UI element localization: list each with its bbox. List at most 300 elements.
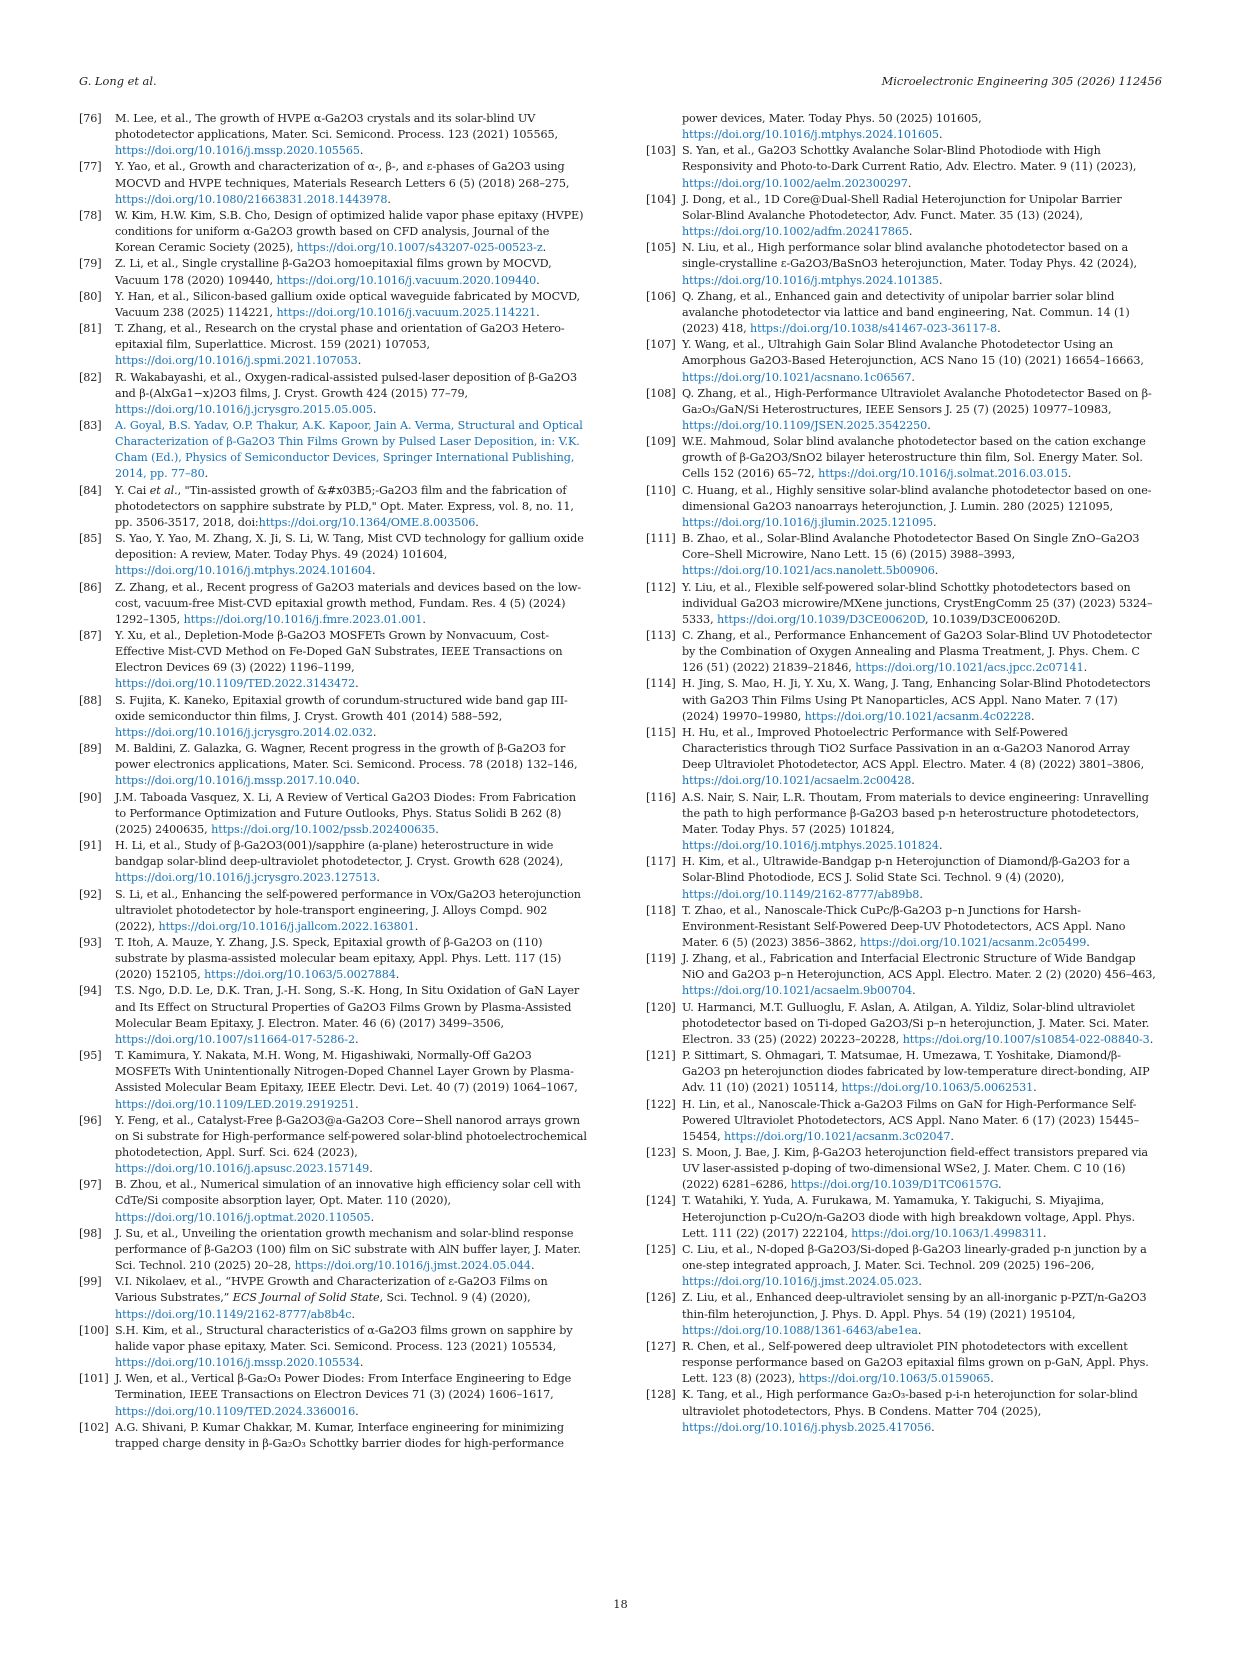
reference-segment: . bbox=[204, 467, 209, 481]
reference-entry bbox=[646, 143, 1156, 191]
reference-segment: . bbox=[997, 1178, 1002, 1192]
doi-link[interactable]: https://doi.org/10.1364/OME.8.003506 bbox=[258, 515, 476, 529]
reference-number: [89] bbox=[79, 742, 102, 756]
reference-entry bbox=[646, 903, 1156, 951]
reference-segment: C. Huang, et al., Highly sensitive solar-blind avalanche photodetector based on one-dimensional Ga2O3 nanoarrays heterojunction, J. Lumin. 280 (2025) 121095, bbox=[682, 483, 1152, 513]
doi-link[interactable]: https://doi.org/10.1149/2162-8777/ab8b4c bbox=[115, 1307, 352, 1321]
reference-number: [82] bbox=[79, 370, 102, 384]
reference-text bbox=[115, 693, 589, 741]
reference-text bbox=[115, 628, 589, 693]
reference-number: [120] bbox=[646, 1000, 676, 1014]
doi-link[interactable]: https://doi.org/10.1016/j.jcrysgro.2023.127513 bbox=[115, 871, 377, 885]
reference-segment: . bbox=[911, 370, 915, 384]
reference-text bbox=[115, 1048, 589, 1113]
reference-entry bbox=[79, 838, 589, 886]
reference-segment: . bbox=[372, 725, 377, 739]
reference-segment: B. Zhou, et al., Numerical simulation of an innovative high efficiency solar cell with CdTe/Si composite absorption layer, Opt. Mater. 110 (2020), bbox=[115, 1178, 581, 1208]
reference-segment: Y. Xu, et al., Depletion-Mode β-Ga2O3 MOSFETs Grown by Nonvacuum, Cost-Effective Mist-CVD Method on Fe-Doped GaN Substrates, IEEE Transactions on Electron Devices 69 (3) (2022) 1196–1199, bbox=[115, 629, 563, 675]
reference-segment: . bbox=[950, 1129, 954, 1143]
reference-text bbox=[682, 1387, 1156, 1435]
reference-segment: T. Kamimura, Y. Nakata, M.H. Wong, M. Higashiwaki, Normally-Off Ga2O3 MOSFETs With Unintentionally Nitrogen-Doped Channel Layer Grown by Plasma-Assisted Molecular Beam Epitaxy, IEEE Electr. Devi. Let. 40 (7) (2019) 1064–1067, bbox=[115, 1049, 578, 1095]
reference-segment: . bbox=[370, 1210, 375, 1224]
reference-entry bbox=[646, 790, 1156, 855]
doi-link[interactable]: https://doi.org/10.1021/acsaelm.2c00428 bbox=[682, 774, 912, 788]
doi-link[interactable]: https://doi.org/10.1021/acs.nanolett.5b00906 bbox=[682, 564, 935, 578]
reference-segment: R. Chen, et al., Self-powered deep ultraviolet PIN photodetectors with excellent response performance based on Ga2O3 epitaxial films grown on p-GaN, Appl. Phys. Lett. 123 (8) (2023), bbox=[682, 1339, 1149, 1386]
reference-number: [99] bbox=[79, 1275, 102, 1289]
reference-segment: . bbox=[351, 1307, 355, 1321]
reference-segment: Y. Wang, et al., Ultrahigh Gain Solar Blind Avalanche Photodetector Using an Amorphous Ga2O3-Based Heterojunction, ACS Nano 15 (10) (2021) 16654–16663, bbox=[682, 338, 1144, 368]
reference-segment: . bbox=[938, 273, 943, 287]
reference-number: [78] bbox=[79, 208, 102, 222]
doi-link[interactable]: https://doi.org/10.1016/j.apsusc.2023.157149 bbox=[115, 1162, 370, 1176]
reference-number: [91] bbox=[79, 839, 102, 853]
reference-text bbox=[682, 1145, 1156, 1193]
doi-link[interactable]: https://doi.org/10.1149/2162-8777/ab89b8 bbox=[682, 887, 920, 901]
reference-segment: R. Wakabayashi, et al., Oxygen-radical-assisted pulsed-laser deposition of β-Ga2O3 and β-(AlxGa1−x)2O3 films, J. Cryst. Growth 424 (2015) 77–79, bbox=[115, 370, 577, 400]
reference-segment: . bbox=[355, 1404, 359, 1418]
reference-entry bbox=[646, 1145, 1156, 1193]
reference-text bbox=[682, 580, 1156, 628]
doi-link[interactable]: https://doi.org/10.1063/5.0027884 bbox=[204, 968, 396, 982]
reference-entry bbox=[646, 951, 1156, 999]
reference-entry bbox=[79, 1420, 589, 1452]
reference-text bbox=[115, 256, 589, 288]
reference-number: [107] bbox=[646, 338, 676, 352]
reference-segment: J.M. Taboada Vasquez, X. Li, A Review of Vertical Ga2O3 Diodes: From Fabrication to Performance Optimization and Future Outlooks, Phys. Status Solidi B 262 (8) (2025) 2400635, bbox=[115, 790, 576, 836]
reference-text bbox=[682, 143, 1156, 191]
reference-segment: W.E. Mahmoud, Solar blind avalanche photodetector based on the cation exchange growth of β-Ga2O3/SnO2 bilayer heterostructure thin film, Sol. Energy Mater. Sol. Cells 152 (2016) 65–72, bbox=[682, 435, 1146, 481]
doi-link[interactable]: https://doi.org/10.1021/acs.jpcc.2c07141 bbox=[855, 661, 1084, 675]
reference-segment: H. Lin, et al., Nanoscale-Thick a-Ga2O3 Films on GaN for High-Performance Self-Powered Ultraviolet Photodetectors, ACS Appl. Nano Mater. 6 (17) (2023) 15445–15454, bbox=[682, 1097, 1140, 1143]
doi-link[interactable]: https://doi.org/10.1007/s10854-022-08840-3 bbox=[902, 1032, 1150, 1046]
doi-link[interactable]: https://doi.org/10.1016/j.jlumin.2025.121095 bbox=[682, 515, 934, 529]
reference-segment: H. Hu, et al., Improved Photoelectric Performance with Self-Powered Characteristics through TiO2 Surface Passivation in an α-Ga2O3 Nanorod Array Deep Ultraviolet Photodetector, ACS Appl. Electro. Mater. 4 (8) (2022) 3801–3806, bbox=[682, 725, 1145, 772]
reference-segment: M. Baldini, Z. Galazka, G. Wagner, Recent progress in the growth of β-Ga2O3 for power electronics applications, Mater. Sci. Semicond. Process. 78 (2018) 132–146, bbox=[115, 742, 578, 772]
doi-link[interactable]: https://doi.org/10.1063/1.4998311 bbox=[851, 1226, 1043, 1240]
reference-number: [102] bbox=[79, 1420, 109, 1434]
reference-entry bbox=[79, 580, 589, 628]
doi-link[interactable]: https://doi.org/10.1021/acsanm.3c02047 bbox=[724, 1129, 951, 1143]
doi-link[interactable]: https://doi.org/10.1007/s43207-025-00523-z bbox=[296, 241, 543, 255]
reference-segment: S. Fujita, K. Kaneko, Epitaxial growth of corundum-structured wide band gap III-oxide semiconductor thin films, J. Cryst. Growth 401 (2014) 588–592, bbox=[115, 693, 568, 723]
reference-entry bbox=[79, 321, 589, 369]
doi-link[interactable]: https://doi.org/10.1109/TED.2024.3360016 bbox=[115, 1404, 356, 1418]
reference-number: [95] bbox=[79, 1049, 102, 1063]
reference-number: [86] bbox=[79, 580, 102, 594]
doi-link[interactable]: https://doi.org/10.1016/j.jcrysgro.2015.05.005 bbox=[115, 402, 373, 416]
reference-text bbox=[115, 790, 589, 838]
doi-link[interactable]: https://doi.org/10.1016/j.jcrysgro.2014.02.032 bbox=[115, 725, 373, 739]
reference-text bbox=[682, 1193, 1156, 1241]
reference-number: [118] bbox=[646, 903, 676, 917]
reference-segment: . bbox=[359, 144, 364, 158]
reference-segment: . bbox=[355, 677, 359, 691]
doi-link[interactable]: https://doi.org/10.1109/TED.2022.3143472 bbox=[115, 677, 356, 691]
reference-entry bbox=[646, 1339, 1156, 1387]
reference-segment: , "Tin-assisted growth of &#x03B5;-Ga2O3 film and the fabrication of photodetectors on sapphire substrate by PLD," Opt. Mater. Express, vol. 8, no. 11, pp. 3506-3517, 2018, doi: bbox=[115, 483, 574, 529]
reference-segment: . bbox=[395, 968, 400, 982]
reference-entry bbox=[79, 256, 589, 288]
reference-segment: Q. Zhang, et al., High-Performance Ultraviolet Avalanche Photodetector Based on β-Ga₂O₃/GaN/Si Heterostructures, IEEE Sensors J. 25 (7) (2025) 10977–10983, bbox=[682, 386, 1152, 416]
reference-column-right bbox=[646, 111, 1156, 1436]
reference-segment: . bbox=[376, 871, 380, 885]
reference-number: [125] bbox=[646, 1242, 676, 1256]
reference-segment: Y. Han, et al., Silicon-based gallium oxide optical waveguide fabricated by MOCVD, Vacuum 238 (2025) 114221, bbox=[115, 289, 580, 319]
reference-number: [97] bbox=[79, 1178, 102, 1192]
reference-text bbox=[682, 483, 1156, 531]
reference-text bbox=[115, 370, 589, 418]
doi-link[interactable]: https://doi.org/10.1002/aelm.202300297 bbox=[682, 176, 908, 190]
reference-text bbox=[115, 289, 589, 321]
reference-segment: M. Lee, et al., The growth of HVPE α-Ga2O3 crystals and its solar-blind UV photodetector applications, Mater. Sci. Semicond. Process. 123 (2021) 105565, bbox=[115, 112, 558, 142]
reference-segment: H. Jing, S. Mao, H. Ji, Y. Xu, X. Wang, J. Tang, Enhancing Solar-Blind Photodetectors with Ga2O3 Thin Films Using Pt Nanoparticles, ACS Appl. Nano Mater. 7 (17) (2024) 19970–19980, bbox=[682, 677, 1151, 723]
doi-link[interactable]: https://doi.org/10.1016/j.jmst.2024.05.023 bbox=[682, 1275, 919, 1289]
reference-entry bbox=[79, 1274, 589, 1322]
reference-segment: . bbox=[917, 1323, 922, 1337]
reference-number: [122] bbox=[646, 1097, 676, 1111]
reference-segment: . bbox=[1033, 1081, 1037, 1095]
reference-segment: . bbox=[1086, 935, 1090, 949]
reference-segment: S. Yao, Y. Yao, M. Zhang, X. Ji, S. Li, W. Tang, Mist CVD technology for gallium oxide deposition: A review, Mater. Today Phys. 49 (2024) 101604, bbox=[115, 532, 584, 562]
reference-text bbox=[682, 434, 1156, 482]
reference-segment: Y. Liu, et al., Flexible self-powered solar-blind Schottky photodetectors based on individual Ga2O3 microwire/MXene junctions, CrystEngComm 25 (37) (2023) 5324–5333, bbox=[682, 580, 1153, 626]
running-header bbox=[79, 74, 1162, 92]
reference-entry bbox=[646, 192, 1156, 240]
reference-text bbox=[682, 903, 1156, 951]
reference-number: [80] bbox=[79, 289, 102, 303]
reference-segment: T.S. Ngo, D.D. Le, D.K. Tran, J.-H. Song, S.-K. Hong, In Situ Oxidation of GaN Layer and Its Effect on Structural Properties of Ga2O3 Films Grown by Plasma-Assisted Molecular Beam Epitaxy, J. Electron. Mater. 46 (6) (2017) 3499–3506, bbox=[115, 984, 580, 1030]
reference-entry bbox=[79, 983, 589, 1048]
reference-entry bbox=[646, 1097, 1156, 1145]
reference-text bbox=[115, 1323, 589, 1371]
reference-number: [115] bbox=[646, 725, 676, 739]
reference-text bbox=[115, 418, 589, 483]
doi-link[interactable]: https://doi.org/10.1063/5.0062531 bbox=[841, 1081, 1034, 1095]
reference-text bbox=[682, 676, 1156, 724]
reference-number: [87] bbox=[79, 629, 102, 642]
reference-segment: Y. Feng, et al., Catalyst-Free β-Ga2O3@a-Ga2O3 Core−Shell nanorod arrays grown on Si substrate for High-performance self-powered solar-blind photoelectrochemical photodetection, Appl. Surf. Sci. 624 (2023), bbox=[115, 1113, 587, 1159]
reference-text bbox=[115, 1274, 589, 1322]
doi-link[interactable]: https://doi.org/10.1016/j.optmat.2020.110505 bbox=[115, 1210, 371, 1224]
reference-segment: Y. Yao, et al., Growth and characterization of α-, β-, and ε-phases of Ga2O3 using MOCVD and HVPE techniques, Materials Research Letters 6 (5) (2018) 268–275, bbox=[115, 160, 570, 190]
reference-segment: . bbox=[475, 515, 479, 529]
reference-text bbox=[682, 790, 1156, 855]
reference-text bbox=[682, 1048, 1156, 1096]
reference-segment: S.H. Kim, et al., Structural characteristics of α-Ga2O3 films grown on sapphire by halide vapor phase epitaxy, Mater. Sci. Semicond. Process. 123 (2021) 105534, bbox=[115, 1323, 573, 1353]
reference-number: [76] bbox=[79, 112, 102, 125]
doi-link[interactable]: https://doi.org/10.1021/acsanm.4c02228 bbox=[804, 709, 1032, 723]
reference-entry bbox=[79, 790, 589, 838]
reference-text bbox=[682, 725, 1156, 790]
reference-number: [105] bbox=[646, 241, 676, 255]
reference-segment: N. Liu, et al., High performance solar blind avalanche photodetector based on a single-crystalline ε-Ga2O3/BaSnO3 heterojunction, Mater. Today Phys. 42 (2024), bbox=[682, 241, 1137, 271]
doi-link[interactable]: https://doi.org/10.1109/JSEN.2025.3542250 bbox=[682, 418, 928, 432]
doi-link[interactable]: https://doi.org/10.1039/D1TC06157G bbox=[790, 1178, 998, 1192]
reference-segment: . bbox=[1067, 467, 1072, 481]
doi-link[interactable]: https://doi.org/10.1016/j.mtphys.2024.101385 bbox=[682, 273, 939, 287]
reference-number: [103] bbox=[646, 144, 676, 158]
reference-number: [123] bbox=[646, 1146, 676, 1159]
reference-entry bbox=[646, 434, 1156, 482]
reference-number: [92] bbox=[79, 887, 102, 901]
reference-segment: S. Moon, J. Bae, J. Kim, β-Ga2O3 heterojunction field-effect transistors prepared via UV laser-assisted p-doping of two-dimensional WSe2, J. Mater. Chem. C 10 (16) (2022) 6281–6286, bbox=[682, 1146, 1148, 1192]
reference-number: [100] bbox=[79, 1323, 109, 1337]
doi-link[interactable]: https://doi.org/10.1016/j.jallcom.2022.163801 bbox=[158, 919, 415, 933]
reference-number: [110] bbox=[646, 483, 676, 497]
reference-entry bbox=[646, 531, 1156, 579]
reference-text bbox=[115, 531, 589, 579]
doi-link[interactable]: A. Goyal, B.S. Yadav, O.P. Thakur, A.K. Kapoor, Jain A. Verma, Structural and Optical Characterization of β-Ga2O3 Thin Films Grown by Pulsed Laser Deposition, in: V.K. Cham (Ed.), Physics of Semiconductor Devices, Springer International Publishing, 2014, pp. 77–80 bbox=[115, 418, 583, 481]
reference-segment: . bbox=[372, 402, 377, 416]
reference-entry bbox=[79, 111, 589, 159]
reference-segment: . bbox=[912, 984, 916, 998]
reference-entry bbox=[79, 208, 589, 256]
reference-segment: Q. Zhang, et al., Enhanced gain and detectivity of unipolar barrier solar blind avalanche photodetector via lattice and band engineering, Nat. Commun. 14 (1) (2023) 418, bbox=[682, 289, 1130, 336]
reference-entry bbox=[646, 483, 1156, 531]
doi-link[interactable]: https://doi.org/10.1021/acsanm.2c05499 bbox=[859, 935, 1087, 949]
reference-segment: . bbox=[435, 822, 439, 836]
doi-link[interactable]: https://doi.org/10.1016/j.mtphys.2025.101824 bbox=[682, 839, 939, 853]
reference-segment: A.S. Nair, S. Nair, L.R. Thoutam, From materials to device engineering: Unravelling the path to high performance β-Ga2O3 based p-n heterostructure photodetectors, Mater. Today Phys. 57 (2025) 101824, bbox=[682, 790, 1149, 836]
reference-segment: J. Su, et al., Unveiling the orientation growth mechanism and solar-blind response performance of β-Ga2O3 (100) film on SiC substrate with AlN buffer layer, J. Mater. Sci. Technol. 210 (2025) 20–28, bbox=[115, 1226, 581, 1273]
reference-segment: C. Liu, et al., N-doped β-Ga2O3/Si-doped β-Ga2O3 linearly-graded p-n junction by a one-step integrated approach, J. Mater. Sci. Technol. 209 (2025) 196–206, bbox=[682, 1242, 1147, 1273]
reference-segment: . bbox=[359, 1356, 364, 1370]
reference-segment: , Sci. Technol. 9 (4) (2020), bbox=[379, 1291, 531, 1305]
reference-text bbox=[682, 951, 1156, 999]
reference-segment: . bbox=[422, 612, 426, 626]
reference-segment: . bbox=[369, 1162, 373, 1176]
doi-link[interactable]: https://doi.org/10.1080/21663831.2018.1443978 bbox=[115, 192, 388, 206]
reference-text bbox=[682, 1290, 1156, 1338]
reference-segment: . bbox=[355, 1032, 359, 1046]
reference-text bbox=[682, 1097, 1156, 1145]
reference-segment: . bbox=[371, 564, 376, 578]
reference-entry bbox=[646, 1193, 1156, 1241]
reference-text bbox=[115, 483, 589, 531]
reference-entry bbox=[79, 1371, 589, 1419]
doi-link[interactable]: https://doi.org/10.1016/j.mtphys.2024.101605 bbox=[682, 128, 939, 142]
reference-entry bbox=[646, 337, 1156, 385]
reference-segment: . bbox=[938, 128, 943, 142]
doi-link[interactable]: https://doi.org/10.1016/j.solmat.2016.03.015 bbox=[818, 467, 1068, 481]
reference-text bbox=[115, 1113, 589, 1178]
reference-entry bbox=[79, 1048, 589, 1113]
reference-segment: . bbox=[530, 1259, 535, 1273]
reference-segment: T. Zhao, et al., Nanoscale-Thick CuPc/β-Ga2O3 p–n Junctions for Harsh-Environment-Resistant Self-Powered Deep-UV Photodetectors, ACS Appl. Nano Mater. 6 (5) (2023) 3856–3862, bbox=[682, 903, 1126, 949]
reference-text bbox=[115, 1420, 589, 1452]
doi-link[interactable]: https://doi.org/10.1016/j.mssp.2020.105534 bbox=[115, 1356, 360, 1370]
doi-link[interactable]: https://doi.org/10.1038/s41467-023-36117-8 bbox=[750, 322, 998, 336]
reference-segment: T. Zhang, et al., Research on the crystal phase and orientation of Ga2O3 Hetero-epitaxial film, Superlattice. Microst. 159 (2021) 107053, bbox=[115, 322, 565, 352]
reference-entry bbox=[79, 1226, 589, 1274]
reference-segment: . bbox=[355, 1097, 359, 1111]
reference-segment: S. Li, et al., Enhancing the self-powered performance in VOx/Ga2O3 heterojunction ultraviolet photodetector by hole-transport engineering, J. Alloys Compd. 902 (2022), bbox=[115, 887, 581, 933]
doi-link[interactable]: https://doi.org/10.1021/acsnano.1c06567 bbox=[682, 370, 912, 384]
doi-link[interactable]: https://doi.org/10.1007/s11664-017-5286-2 bbox=[115, 1032, 355, 1046]
page-number: 18 bbox=[613, 1597, 628, 1611]
reference-entry bbox=[646, 1048, 1156, 1096]
reference-segment: U. Harmanci, M.T. Gulluoglu, F. Aslan, A. Atilgan, A. Yildiz, Solar-blind ultraviolet photodetector based on Ti-doped Ga2O3/Si p–n heterojunction, J. Mater. Sci. Mater. Electron. 33 (25) (2022) 20223–20228, bbox=[682, 1000, 1150, 1046]
reference-text bbox=[115, 321, 589, 369]
reference-text bbox=[682, 854, 1156, 902]
reference-text bbox=[682, 628, 1156, 676]
reference-segment: . bbox=[357, 354, 362, 368]
reference-segment: B. Zhao, et al., Solar-Blind Avalanche Photodetector Based On Single ZnO–Ga2O3 Core–Shell Microwire, Nano Lett. 15 (6) (2015) 3988–3993, bbox=[682, 532, 1140, 562]
author-header: G. Long et al. bbox=[79, 74, 157, 88]
reference-segment: . bbox=[536, 305, 540, 319]
reference-entry bbox=[79, 1113, 589, 1178]
doi-link[interactable]: https://doi.org/10.1039/D3CE00620D bbox=[716, 612, 926, 626]
doi-link[interactable]: https://doi.org/10.1016/j.vacuum.2020.109440 bbox=[276, 273, 537, 287]
reference-entry bbox=[79, 418, 589, 483]
doi-link[interactable]: https://doi.org/10.1016/j.physb.2025.417056 bbox=[682, 1420, 932, 1434]
reference-number: [126] bbox=[646, 1291, 676, 1305]
italic-text: ECS Journal of Solid State bbox=[232, 1291, 380, 1305]
reference-number: [98] bbox=[79, 1226, 102, 1240]
reference-entry bbox=[79, 693, 589, 741]
reference-entry bbox=[79, 887, 589, 935]
reference-segment: . bbox=[908, 225, 913, 239]
reference-entry bbox=[646, 676, 1156, 724]
reference-text bbox=[115, 159, 589, 207]
reference-segment: . bbox=[907, 176, 912, 190]
reference-text bbox=[115, 741, 589, 789]
reference-segment: Z. Liu, et al., Enhanced deep-ultraviolet sensing by an all-inorganic p-PZT/n-Ga2O3 thin-film heterojunction, J. Phys. D. Appl. Phys. 54 (19) (2021) 195104, bbox=[682, 1291, 1147, 1321]
reference-text bbox=[115, 983, 589, 1048]
reference-number: [79] bbox=[79, 257, 102, 271]
reference-number: [116] bbox=[646, 790, 676, 804]
reference-segment: power devices, Mater. Today Phys. 50 (2025) 101605, bbox=[682, 112, 982, 125]
reference-segment: Z. Zhang, et al., Recent progress of Ga2O3 materials and devices based on the low-cost, vacuum-free Mist-CVD epitaxial growth method, Fundam. Res. 4 (5) (2024) 1292–1305, bbox=[115, 580, 582, 626]
doi-link[interactable]: https://doi.org/10.1016/j.mtphys.2024.101604 bbox=[115, 564, 372, 578]
reference-entry bbox=[79, 1323, 589, 1371]
reference-text bbox=[682, 1339, 1156, 1387]
reference-number: [112] bbox=[646, 580, 676, 594]
reference-segment: W. Kim, H.W. Kim, S.B. Cho, Design of optimized halide vapor phase epitaxy (HVPE) conditions for uniform α-Ga2O3 growth based on CFD analysis, Journal of the Korean Ceramic Society (2025), bbox=[115, 208, 584, 255]
reference-segment: . bbox=[927, 418, 931, 432]
reference-entry bbox=[79, 531, 589, 579]
reference-entry bbox=[646, 1290, 1156, 1338]
reference-segment: V.I. Nikolaev, et al., “HVPE Growth and Characterization of ε-Ga2O3 Films on Various Substrates,” bbox=[115, 1275, 548, 1305]
reference-number: [96] bbox=[79, 1113, 102, 1127]
reference-entry bbox=[79, 370, 589, 418]
doi-link[interactable]: https://doi.org/10.1016/j.mssp.2017.10.040 bbox=[115, 774, 357, 788]
reference-number: [94] bbox=[79, 984, 102, 998]
reference-number: [85] bbox=[79, 532, 102, 546]
reference-segment: T. Itoh, A. Mauze, Y. Zhang, J.S. Speck, Epitaxial growth of β-Ga2O3 on (110) substrate by plasma-assisted molecular beam epitaxy, Appl. Phys. Lett. 117 (15) (2020) 152105, bbox=[115, 935, 562, 982]
reference-text bbox=[682, 337, 1156, 385]
reference-text bbox=[682, 1242, 1156, 1290]
reference-segment: H. Kim, et al., Ultrawide-Bandgap p-n Heterojunction of Diamond/β-Ga2O3 for a Solar-Blind Photodiode, ECS J. Solid State Sci. Technol. 9 (4) (2020), bbox=[682, 855, 1130, 885]
reference-segment: . bbox=[387, 192, 391, 206]
reference-segment: S. Yan, et al., Ga2O3 Schottky Avalanche Solar-Blind Photodiode with High Responsivity and Photo-to-Dark Current Ratio, Adv. Electro. Mater. 9 (11) (2023), bbox=[682, 144, 1137, 174]
reference-entry bbox=[79, 935, 589, 983]
reference-segment: . bbox=[933, 515, 937, 529]
reference-segment: C. Zhang, et al., Performance Enhancement of Ga2O3 Solar-Blind UV Photodetector by the Combination of Oxygen Annealing and Plasma Treatment, J. Phys. Chem. C 126 (51) (2022) 21839–21846, bbox=[682, 629, 1152, 675]
reference-text bbox=[115, 935, 589, 983]
doi-link[interactable]: https://doi.org/10.1002/pssb.202400635 bbox=[211, 822, 436, 836]
reference-text bbox=[115, 838, 589, 886]
doi-link[interactable]: https://doi.org/10.1063/5.0159065 bbox=[798, 1372, 991, 1386]
reference-segment: K. Tang, et al., High performance Ga₂O₃-based p-i-n heterojunction for solar-blind ultraviolet photodetectors, Phys. B Condens. Matter 704 (2025), bbox=[682, 1388, 1138, 1418]
reference-text bbox=[115, 1177, 589, 1225]
reference-number: [84] bbox=[79, 483, 102, 497]
reference-text bbox=[682, 1000, 1156, 1048]
reference-entry bbox=[79, 289, 589, 321]
reference-entry bbox=[646, 628, 1156, 676]
reference-text bbox=[115, 1371, 589, 1419]
reference-segment: . bbox=[1083, 661, 1088, 675]
reference-number: [119] bbox=[646, 952, 676, 966]
reference-entry bbox=[79, 483, 589, 531]
doi-link[interactable]: https://doi.org/10.1088/1361-6463/abe1ea bbox=[682, 1323, 918, 1337]
doi-link[interactable]: https://doi.org/10.1016/j.mssp.2020.105565 bbox=[115, 144, 360, 158]
reference-number: [81] bbox=[79, 322, 102, 336]
reference-segment: . bbox=[990, 1372, 994, 1386]
reference-number: [90] bbox=[79, 790, 102, 804]
reference-number: [93] bbox=[79, 935, 102, 949]
reference-text bbox=[115, 580, 589, 628]
reference-entry bbox=[646, 1387, 1156, 1435]
reference-number bbox=[646, 111, 682, 143]
reference-number: [108] bbox=[646, 386, 676, 400]
reference-text bbox=[682, 531, 1156, 579]
reference-number: [106] bbox=[646, 289, 676, 303]
reference-segment: Z. Li, et al., Single crystalline β-Ga2O3 homoepitaxial films grown by MOCVD, Vacuum 178 (2020) 109440, bbox=[115, 257, 552, 287]
reference-segment: . bbox=[918, 1275, 922, 1289]
reference-segment: . bbox=[414, 919, 419, 933]
reference-number: [128] bbox=[646, 1388, 676, 1402]
reference-segment: , 10.1039/D3CE00620D. bbox=[925, 612, 1061, 626]
reference-segment: . bbox=[1031, 709, 1035, 723]
reference-text bbox=[682, 289, 1156, 337]
reference-entry bbox=[646, 289, 1156, 337]
reference-number: [127] bbox=[646, 1339, 676, 1353]
reference-number: [113] bbox=[646, 629, 676, 642]
reference-column-left bbox=[79, 111, 589, 1452]
reference-segment: T. Watahiki, Y. Yuda, A. Furukawa, M. Yamamuka, Y. Takiguchi, S. Miyajima, Heterojunction p-Cu2O/n-Ga2O3 diode with high breakdown voltage, Appl. Phys. Lett. 111 (22) (2017) 222104, bbox=[682, 1194, 1135, 1240]
doi-link[interactable]: https://doi.org/10.1016/j.spmi.2021.107053 bbox=[115, 354, 358, 368]
reference-segment: . bbox=[919, 887, 923, 901]
reference-text bbox=[115, 111, 589, 159]
reference-text bbox=[115, 1226, 589, 1274]
doi-link[interactable]: https://doi.org/10.1109/LED.2019.2919251 bbox=[115, 1097, 356, 1111]
doi-link[interactable]: https://doi.org/10.1021/acsaelm.9b00704 bbox=[682, 984, 913, 998]
reference-number: [121] bbox=[646, 1049, 676, 1063]
reference-segment: . bbox=[931, 1420, 935, 1434]
reference-entry bbox=[79, 741, 589, 789]
reference-segment: . bbox=[1149, 1032, 1154, 1046]
doi-link[interactable]: https://doi.org/10.1016/j.jmst.2024.05.044 bbox=[294, 1259, 531, 1273]
reference-text bbox=[682, 111, 1156, 143]
doi-link[interactable]: https://doi.org/10.1016/j.fmre.2023.01.001 bbox=[183, 612, 423, 626]
reference-number: [83] bbox=[79, 418, 102, 432]
reference-text bbox=[682, 192, 1156, 240]
reference-number: [101] bbox=[79, 1372, 109, 1386]
doi-link[interactable]: https://doi.org/10.1002/adfm.202417865 bbox=[682, 225, 909, 239]
journal-header: Microelectronic Engineering 305 (2026) 112456 bbox=[881, 74, 1162, 88]
reference-number: [88] bbox=[79, 693, 102, 707]
reference-segment: . bbox=[542, 241, 547, 255]
reference-entry bbox=[646, 111, 1156, 143]
reference-segment: J. Dong, et al., 1D Core@Dual-Shell Radial Heterojunction for Unipolar Barrier Solar-Blind Avalanche Photodetector, Adv. Funct. Mater. 35 (13) (2024), bbox=[682, 192, 1122, 222]
doi-link[interactable]: https://doi.org/10.1016/j.vacuum.2025.114221 bbox=[276, 305, 537, 319]
reference-segment: . bbox=[911, 774, 915, 788]
reference-segment: . bbox=[356, 774, 360, 788]
reference-number: [117] bbox=[646, 855, 676, 869]
reference-entry bbox=[646, 725, 1156, 790]
